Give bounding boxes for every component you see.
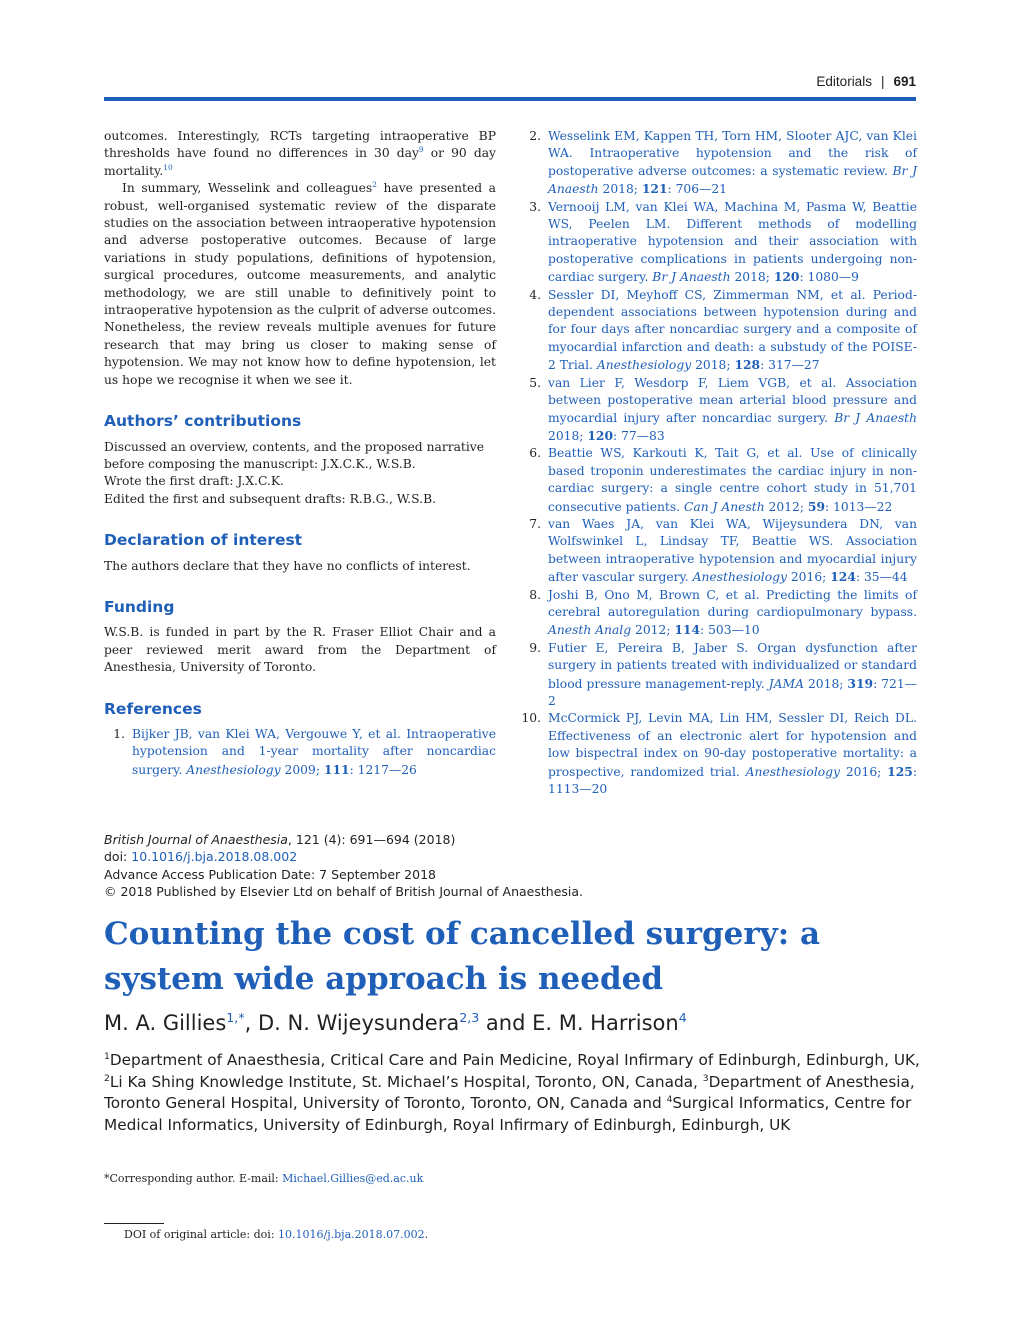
reference-item <box>520 199 917 287</box>
citation-link[interactable]: 9 <box>418 145 424 155</box>
reference-link[interactable]: McCormick PJ, Levin MA, Lin HM, Sessler DI, Reich DL. Effectiveness of an electronic alert for hypotension and low bispectral index on 90-day postoperative mortality: a prospective, randomized trial. Anesthesiology 2016; 125: 1113—20 <box>548 711 917 797</box>
reference-number: 7. <box>529 516 541 531</box>
right-column <box>520 128 917 798</box>
declaration-text: The authors declare that they have no conflicts of interest. <box>104 558 471 573</box>
correspondence-note: *Corresponding author. E-mail: Michael.Gillies@ed.ac.uk <box>104 1172 424 1185</box>
citation-link[interactable]: 2 <box>372 180 377 190</box>
reference-link[interactable]: Futier E, Pereira B, Jaber S. Organ dysfunction after surgery in patients treated with individualized or standard blood pressure management-reply. JAMA 2018; 319: 721—2 <box>548 640 917 708</box>
reference-item <box>520 375 917 446</box>
contribution-line: Edited the first and subsequent drafts: R.B.G., W.S.B. <box>104 491 437 506</box>
reference-item <box>520 516 917 587</box>
copyright-line: © 2018 Published by Elsevier Ltd on behalf of British Journal of Anaesthesia. <box>104 884 584 900</box>
footnote-rule <box>104 1223 164 1224</box>
reference-link[interactable]: van Waes JA, van Klei WA, Wijeysundera DN, van Wolfswinkel L, Lindsay TF, Beattie WS. Association between intraoperative hypotension and myocardial injury after vascular surgery. Anesthesiology 2016; 124: 35—44 <box>548 516 917 585</box>
reference-item <box>104 726 496 779</box>
affiliation-link[interactable]: 4 <box>678 1010 687 1025</box>
header-rule <box>104 97 916 101</box>
reference-number: 2. <box>529 129 541 143</box>
author-name: M. A. Gillies <box>104 1011 227 1035</box>
reference-item <box>520 587 917 640</box>
author-name: D. N. Wijeysundera <box>257 1011 460 1035</box>
reference-link[interactable]: Beattie WS, Karkouti K, Tait G, et al. Use of clinically based troponin underestimates the cardiac injury in non-cardiac surgery: a single centre cohort study in 51,701 consecutive patients. Can J Anesth 2012; 59: 1013—22 <box>548 446 917 514</box>
running-head <box>816 74 916 89</box>
contributions-heading: Authors’ contributions <box>104 412 302 431</box>
page-number: 691 <box>893 74 916 89</box>
contribution-line: Discussed an overview, contents, and the proposed narrative before composing the manuscript: J.X.C.K., W.S.B. <box>104 439 485 471</box>
reference-number: 6. <box>529 446 541 461</box>
section-label: Editorials <box>816 74 872 89</box>
author-name: E. M. Harrison <box>532 1011 679 1035</box>
advance-access-date: Advance Access Publication Date: 7 September 2018 <box>104 866 436 882</box>
reference-item <box>520 128 917 199</box>
reference-item <box>520 640 917 711</box>
reference-number: 4. <box>529 287 541 302</box>
body-paragraph: outcomes. Interestingly, RCTs targeting intraoperative BP thresholds have found no differences in 30 day$^9$ or 90 day mortality.$^{10}$ <box>104 129 496 178</box>
affiliation-link[interactable]: 2,3 <box>459 1010 480 1025</box>
funding-text: W.S.B. is funded in part by the R. Fraser Elliot Chair and a peer reviewed merit award from the Department of Anesthesia, University of Toronto. <box>104 625 496 675</box>
journal-citation: British Journal of Anaesthesia, 121 (4): 691—694 (2018) <box>104 832 456 847</box>
reference-number: 5. <box>529 375 541 390</box>
reference-link[interactable]: Sessler DI, Meyhoff CS, Zimmerman NM, et al. Period-dependent associations between hypotension during and for four days after noncardiac surgery and a composite of myocardial infarction and death: a substudy of the POISE-2 Trial. Anesthesiology 2018; 128: 317—27 <box>548 287 917 373</box>
body-paragraph: In summary, Wesselink and colleagues$^2$ have presented a robust, well-organised systematic review of the disparate studies on the association between intraoperative hypotension and adverse postoperative outcomes. Because of large variations in study populations, definitions of hypotension, surgical procedures, outcome measurements, and analytic methodology, we are still unable to definitively point to intraoperative hypotension as the culprit of adverse outcomes. Nonetheless, the review reveals multiple avenues for future research that may bring us closer to making sense of hypotension. We may not know how to define hypotension, let us hope we recognise it when we see it. <box>104 180 496 387</box>
article-metadata <box>104 831 583 901</box>
funding-heading: Funding <box>104 597 175 616</box>
reference-link[interactable]: Wesselink EM, Kappen TH, Torn HM, Slooter AJC, van Klei WA. Intraoperative hypotension and the risk of postoperative adverse outcomes: a systematic review. Br J Anaesth 2018; 121: 706—21 <box>548 129 917 197</box>
reference-item <box>520 710 917 798</box>
article-title: Counting the cost of cancelled surgery: a system wide approach is needed <box>104 916 821 997</box>
email-link[interactable]: Michael.Gillies@ed.ac.uk <box>282 1172 424 1185</box>
left-column <box>104 128 496 779</box>
reference-number: 8. <box>529 587 541 602</box>
reference-item <box>520 287 917 375</box>
declaration-heading: Declaration of interest <box>104 531 303 550</box>
reference-item <box>520 445 917 516</box>
doi-link[interactable]: 10.1016/j.bja.2018.08.002 <box>131 849 298 865</box>
contribution-line: Wrote the first draft: J.X.C.K. <box>104 474 284 489</box>
references-heading: References <box>104 699 202 718</box>
reference-number: 3. <box>529 199 541 214</box>
affiliation-link[interactable]: 1,* <box>226 1010 245 1025</box>
original-article-doi: DOI of original article: doi: 10.1016/j.bja.2018.07.002. <box>124 1228 429 1241</box>
reference-number: 9. <box>529 640 541 655</box>
reference-link[interactable]: Bijker JB, van Klei WA, Vergouwe Y, et al. Intraoperative hypotension and 1-year mortality after noncardiac surgery. Anesthesiology 2009; 111: 1217—26 <box>132 726 496 777</box>
citation-link[interactable]: 10 <box>163 162 173 172</box>
affiliations: $^1$Department of Anaesthesia, Critical Care and Pain Medicine, Royal Infirmary of Edinburgh, Edinburgh, UK, $^2$Li Ka Shing Knowledge Institute, St. Michael’s Hospital, Toronto, ON, Canada, $^3$Department of Anesthesia, Toronto General Hospital, University of Toronto, Toronto, ON, Canada and $^4$Surgical Informatics, Centre for Medical Informatics, University of Edinburgh, Royal Infirmary of Edinburgh, Edinburgh, UK <box>104 1050 920 1134</box>
doi-line: doi: 10.1016/j.bja.2018.08.002 <box>104 849 298 865</box>
original-doi-link[interactable]: 10.1016/j.bja.2018.07.002 <box>278 1228 425 1241</box>
reference-number: 10. <box>521 711 541 726</box>
author-list: M. A. Gillies$^{1,*}$, D. N. Wijeysundera$^{2,3}$ and E. M. Harrison$^4$ <box>104 1010 687 1035</box>
reference-link[interactable]: Joshi B, Ono M, Brown C, et al. Predicting the limits of cerebral autoregulation during cardiopulmonary bypass. Anesth Analg 2012; 114: 503—10 <box>548 587 917 638</box>
reference-link[interactable]: Vernooij LM, van Klei WA, Machina M, Pasma W, Beattie WS, Peelen LM. Different methods of modelling intraoperative hypotension and their association with postoperative complications in patients undergoing non-cardiac surgery. Br J Anaesth 2018; 120: 1080—9 <box>548 199 917 285</box>
reference-link[interactable]: van Lier F, Wesdorp F, Liem VGB, et al. Association between postoperative mean arterial blood pressure and myocardial injury after noncardiac surgery. Br J Anaesth 2018; 120: 77—83 <box>548 375 917 443</box>
reference-number: 1. <box>113 726 125 741</box>
header-separator: | <box>880 74 885 89</box>
